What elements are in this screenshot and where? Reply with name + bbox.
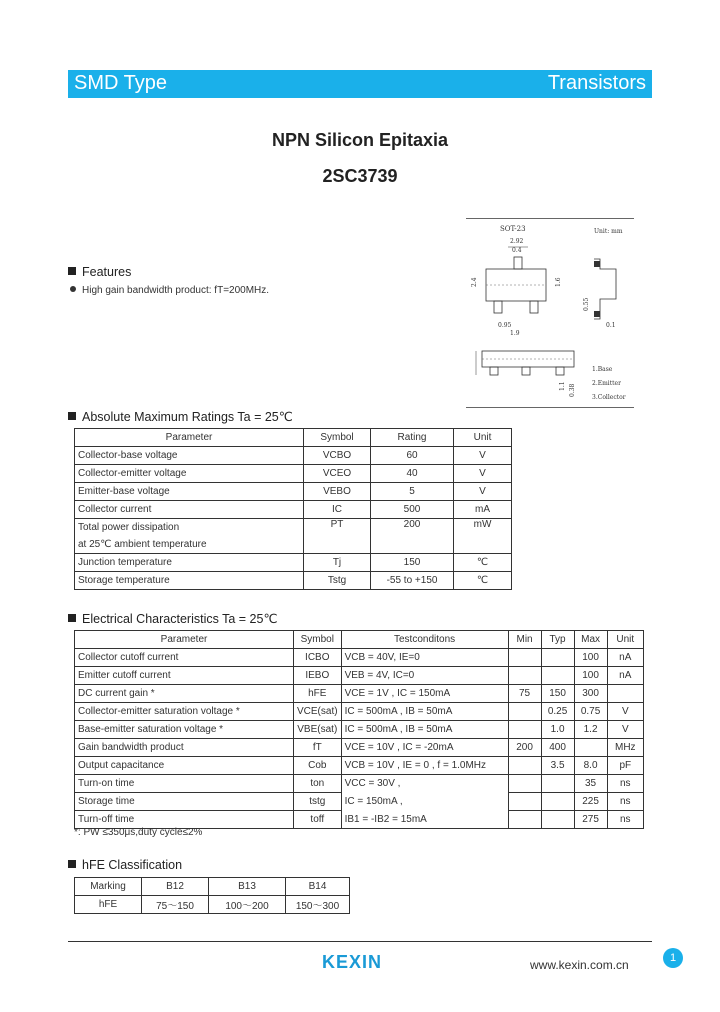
footer-divider: [68, 941, 652, 942]
table-row: Collector cutoff current ICBO VCB = 40V, IE=0 100 nA: [75, 649, 644, 667]
dot-bullet-icon: [70, 286, 76, 292]
square-bullet-icon: [68, 267, 76, 275]
pin-2: 2.Emitter: [592, 380, 621, 387]
table-row: Storage time tstg IC = 150mA , 225 ns: [75, 793, 644, 811]
table-row: Collector-emitter voltage VCEO 40 V: [75, 465, 512, 483]
square-bullet-icon: [68, 860, 76, 868]
square-bullet-icon: [68, 614, 76, 622]
features-item: High gain bandwidth product: fT=200MHz.: [70, 285, 269, 296]
table-row: Collector-emitter saturation voltage * VCE(sat) IC = 500mA , IB = 50mA 0.25 0.75 V: [75, 703, 644, 721]
square-bullet-icon: [68, 412, 76, 420]
header-right: Transistors: [547, 72, 646, 94]
svg-text:0.95: 0.95: [498, 322, 512, 329]
package-name: SOT-23: [500, 225, 526, 233]
table-row: hFE 75～150 100～200 150～300: [75, 896, 350, 914]
hfe-table: [74, 877, 350, 914]
table-row: Output capacitance Cob VCB = 10V , IE = 0 , f = 1.0MHz 3.5 8.0 pF: [75, 757, 644, 775]
package-drawing: [466, 218, 634, 408]
svg-text:0.38: 0.38: [569, 383, 576, 397]
table-row: Storage temperature Tstg -55 to +150 ℃: [75, 572, 512, 590]
header-left: SMD Type: [74, 72, 167, 94]
package-unit: Unit: mm: [594, 228, 623, 235]
svg-text:0.1: 0.1: [606, 322, 616, 329]
svg-text:1.1: 1.1: [559, 381, 566, 391]
table-row: Collector-base voltage VCBO 60 V: [75, 447, 512, 465]
svg-text:1.9: 1.9: [510, 330, 520, 337]
page-number-badge: 1: [663, 948, 683, 968]
svg-text:2.92: 2.92: [510, 238, 524, 245]
table-row: Total power dissipation at 25℃ ambient temperature PT 200 mW: [75, 519, 512, 554]
table-row: Junction temperature Tj 150 ℃: [75, 554, 512, 572]
table-row: Turn-on time ton VCC = 30V , 35 ns: [75, 775, 644, 793]
svg-text:2.4: 2.4: [471, 277, 478, 287]
table-row: Collector current IC 500 mA: [75, 501, 512, 519]
header-banner: [68, 70, 652, 98]
table-row: Gain bandwidth product fT VCE = 10V , IC = -20mA 200 400 MHz: [75, 739, 644, 757]
ec-table: Parameter Symbol Testconditons Min Typ Max Unit Collector cutoff current ICBO VCB = 40V, IE=0 100 nA Emitter cutoff current IEBO VEB = 4V, IC=0 100 nA DC current gain * hFE VCE = 1V , IC = 150mA 75 150 300 Collector-emitter saturation voltage * VCE(sat) IC = 500mA , IB = 50mA 0.25 0.75 V Base-emitter saturation voltage * VBE(sat) IC = 500mA , IB = 50mA 1.0 1.2 V Gain bandwidth product fT VCE = 10V , IC = -20mA 200 400 MHz Output capacitance Cob VCB = 10V , IE = 0 , f = 1.0MHz 3.5 8.0 pF Turn-on time ton VCC = 30V , 35 ns Storage time tstg IC = 150mA , 225 ns Turn-off time toff IB1 = -IB2 = 15mA 275 ns: [74, 630, 644, 829]
table-row: Base-emitter saturation voltage * VBE(sat) IC = 500mA , IB = 50mA 1.0 1.2 V: [75, 721, 644, 739]
title-part-number: 2SC3739: [322, 166, 398, 186]
features-heading: Features: [68, 265, 131, 279]
ec-heading: Electrical Characteristics Ta = 25℃: [68, 611, 277, 626]
table-row: Turn-off time toff IB1 = -IB2 = 15mA 275 ns: [75, 811, 644, 829]
table-row: Marking B12 B13 B14: [75, 878, 350, 896]
amr-heading: Absolute Maximum Ratings Ta = 25℃: [68, 409, 293, 424]
svg-text:0.55: 0.55: [583, 297, 590, 311]
ec-footnote: *: PW ≤350μs,duty cycle≤2%: [74, 827, 203, 838]
title-line1: NPN Silicon Epitaxia: [271, 130, 449, 150]
svg-text:0.4: 0.4: [512, 247, 522, 254]
table-row: DC current gain * hFE VCE = 1V , IC = 150mA 75 150 300: [75, 685, 644, 703]
pin-3: 3.Collector: [592, 394, 626, 401]
table-row: Emitter-base voltage VEBO 5 V: [75, 483, 512, 501]
hfe-heading: hFE Classification: [68, 858, 182, 872]
footer-url[interactable]: www.kexin.com.cn: [530, 958, 629, 972]
pin-1: 1.Base: [592, 366, 613, 373]
kexin-logo: KEXIN: [322, 952, 383, 972]
table-row: Emitter cutoff current IEBO VEB = 4V, IC=0 100 nA: [75, 667, 644, 685]
amr-table: Parameter Symbol Rating Unit Collector-base voltage VCBO 60 V Collector-emitter voltage VCEO 40 V Emitter-base voltage VEBO 5 V Collector current IC 500 mA Total power dissipation at 25℃ ambient temperature PT 200 mW Junction temperature Tj 150 ℃ Storage temperature Tstg -55 to +150 ℃: [74, 428, 512, 590]
svg-text:1.6: 1.6: [555, 277, 562, 287]
